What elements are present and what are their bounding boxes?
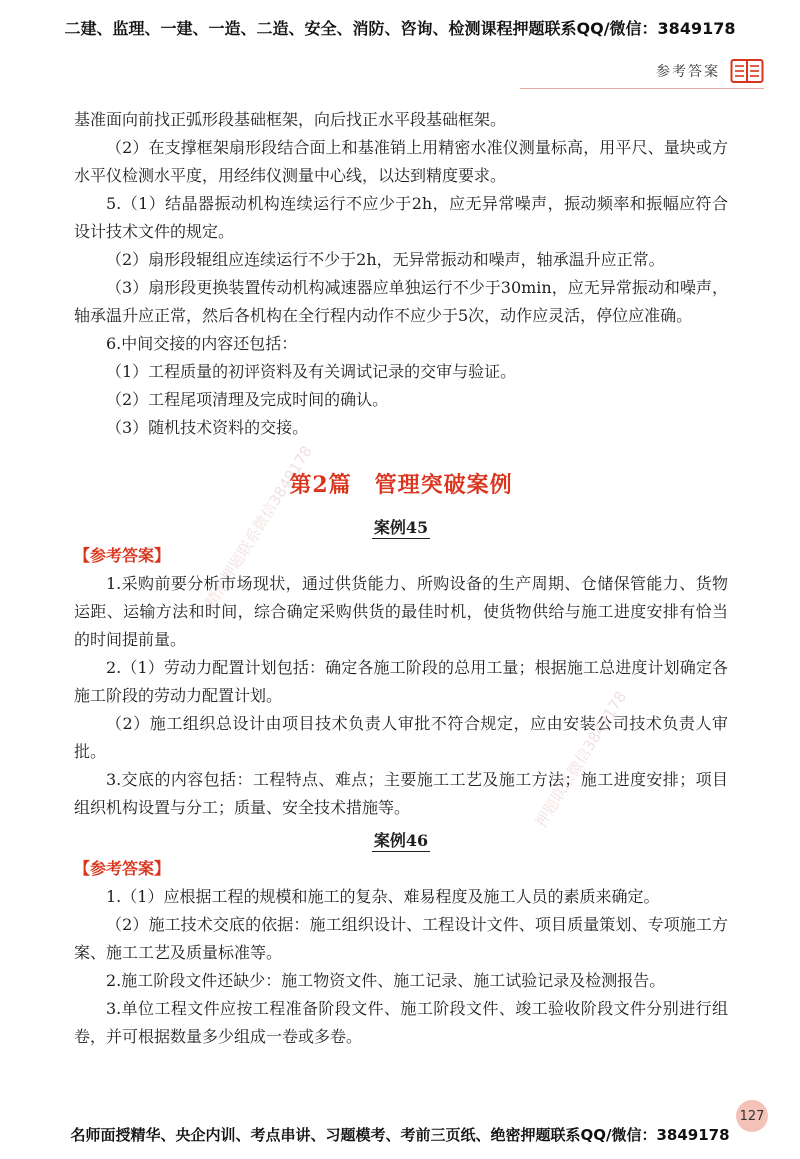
book-icon	[730, 57, 764, 85]
watermark-text: 押题联系微信3849178	[531, 688, 631, 831]
paragraph: （1）工程质量的初评资料及有关调试记录的交审与验证。	[106, 362, 517, 381]
paragraph: 2.施工阶段文件还缺少：施工物资文件、施工记录、施工试验记录及检测报告。	[106, 971, 666, 990]
paragraph: （2）工程尾项清理及完成时间的确认。	[106, 390, 389, 409]
answer-tag: 【参考答案】	[74, 859, 171, 878]
paragraph: （2）施工组织总设计由项目技术负责人审批不符合规定，应由安装公司技术负责人审批。	[74, 714, 728, 761]
paragraph: 基准面向前找正弧形段基础框架，向后找正水平段基础框架。	[74, 110, 507, 129]
case-title	[74, 515, 728, 538]
paragraph: 3.交底的内容包括：工程特点、难点；主要施工工艺及施工方法；施工进度安排；项目组织机构设置与分工；质量、安全技术措施等。	[74, 770, 728, 817]
case-title	[74, 828, 728, 851]
paragraph: 3.单位工程文件应按工程准备阶段文件、施工阶段文件、竣工验收阶段文件分别进行组卷，并可根据数量多少组成一卷或多卷。	[74, 999, 728, 1046]
answer-tag: 【参考答案】	[74, 546, 171, 565]
paragraph: 1.采购前要分析市场现状，通过供货能力、所购设备的生产周期、仓储保管能力、货物运距、运输方法和时间，综合确定采购供货的最佳时机，使货物供给与施工进度安排有恰当的时间提前量。	[74, 574, 728, 649]
bottom-banner: 名师面授精华、央企内训、考点串讲、习题模考、考前三页纸、绝密押题联系QQ/微信：3849178	[70, 1126, 730, 1144]
paragraph: （2）施工技术交底的依据：施工组织设计、工程设计文件、项目质量策划、专项施工方案、施工工艺及质量标准等。	[74, 915, 728, 962]
paragraph: （2）在支撑框架扇形段结合面上和基准销上用精密水准仪测量标高，用平尺、量块或方水平仪检测水平度，用经纬仪测量中心线，以达到精度要求。	[74, 138, 728, 185]
paragraph: （3）扇形段更换装置传动机构减速器应单独运行不少于30min，应无异常振动和噪声，轴承温升应正常，然后各机构在全行程内动作不应少于5次，动作应灵活，停位应准确。	[74, 278, 728, 325]
paragraph: （2）扇形段辊组应连续运行不少于2h，无异常振动和噪声，轴承温升应正常。	[106, 250, 665, 269]
paragraph: （3）随机技术资料的交接。	[106, 418, 309, 437]
page-number: 127	[736, 1100, 768, 1132]
case-title-text: 案例45	[373, 518, 429, 537]
watermark-text: 精准押题联系微信3849178	[201, 442, 316, 611]
paragraph: 1.（1）应根据工程的规模和施工的复杂、难易程度及施工人员的素质来确定。	[106, 887, 660, 906]
header-divider	[520, 88, 764, 89]
paragraph: 5.（1）结晶器振动机构连续运行不应少于2h，应无异常噪声，振动频率和振幅应符合 设计技术文件的规定。	[74, 194, 728, 241]
section-label: 参考答案	[656, 64, 720, 80]
paragraph: 2.（1）劳动力配置计划包括：确定各施工阶段的总用工量；根据施工总进度计划确定各施工阶段的劳动力配置计划。	[74, 658, 728, 705]
paragraph: 6.中间交接的内容还包括：	[106, 334, 298, 353]
section-header	[656, 56, 764, 86]
case-title-text: 案例46	[373, 831, 429, 850]
top-banner: 二建、监理、一建、一造、二造、安全、消防、咨询、检测课程押题联系QQ/微信：3849178	[64, 19, 736, 38]
part-title: 第2篇 管理突破案例	[289, 472, 513, 498]
page-content	[74, 106, 728, 1051]
